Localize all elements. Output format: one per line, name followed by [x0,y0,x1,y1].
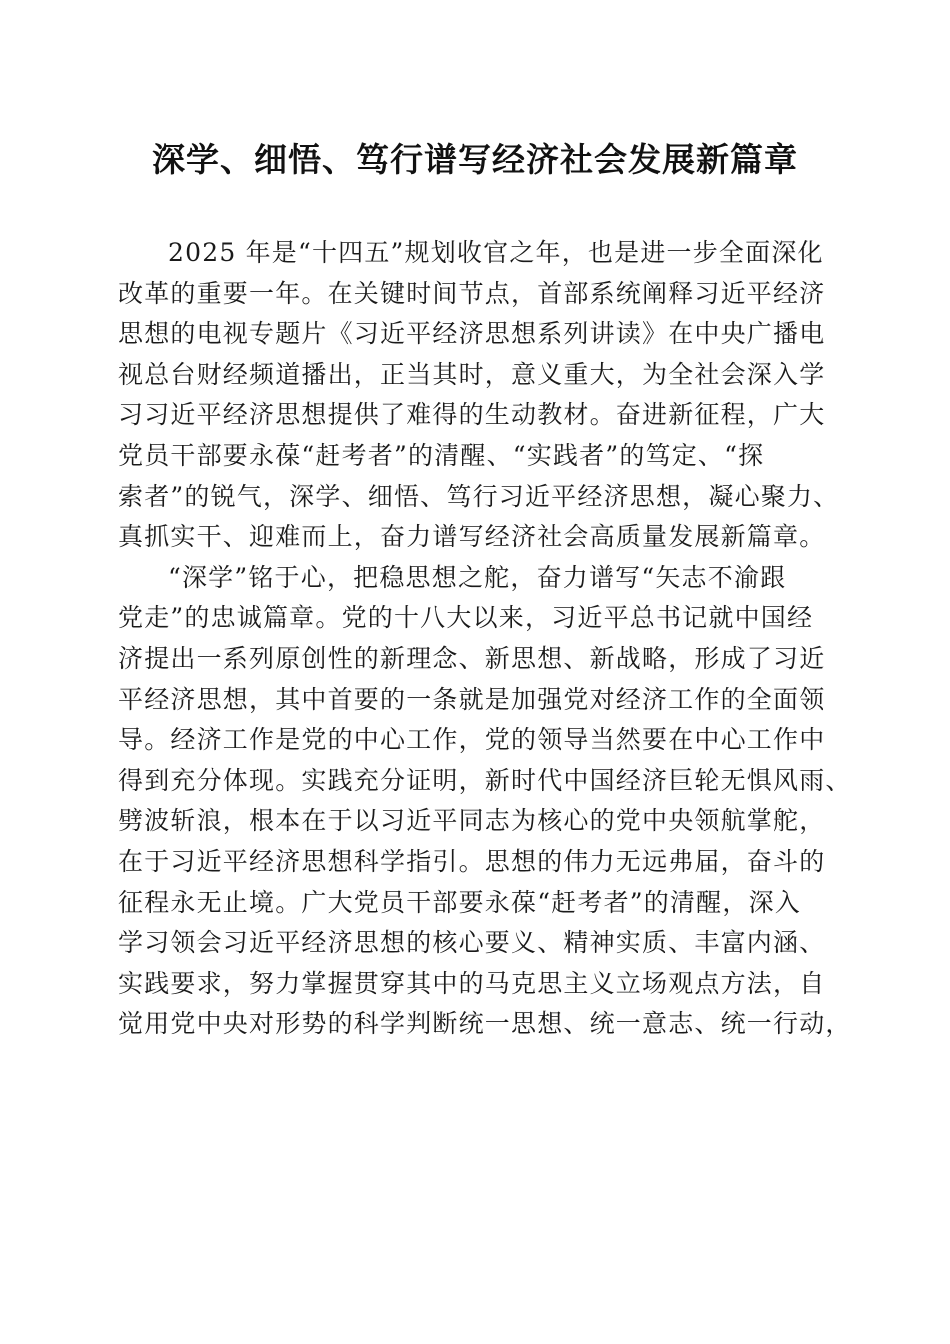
paragraph-1-line-3: 思想的电视专题片《习近平经济思想系列讲读》在中央广播电 [118,319,826,349]
paragraph-2-line-4: 平经济思想，其中首要的一条就是加强党对经济工作的全面领 [118,684,826,714]
paragraph-1-line-5: 习习近平经济思想提供了难得的生动教材。奋进新征程，广大 [118,400,826,430]
paragraph-2-line-3: 济提出一系列原创性的新理念、新思想、新战略，形成了习近 [118,643,826,673]
paragraph-2-line-6: 得到充分体现。实践充分证明，新时代中国经济巨轮无惧风雨、 [118,765,852,795]
paragraph-2-line-10: 学习领会习近平经济思想的核心要义、精神实质、丰富内涵、 [118,928,826,958]
paragraph-2-line-11: 实践要求，努力掌握贯穿其中的马克思主义立场观点方法，自 [118,968,826,998]
paragraph-1-line-1: 2025 年是“十四五”规划收官之年，也是进一步全面深化 [168,238,824,267]
paragraph-2-line-7: 劈波斩浪，根本在于以习近平同志为核心的党中央领航掌舵， [118,806,826,836]
paragraph-2-line-5: 导。经济工作是党的中心工作，党的领导当然要在中心工作中 [118,725,826,755]
paragraph-2-line-9: 征程永无止境。广大党员干部要永葆“赶考者”的清醒，深入 [118,887,801,917]
paragraph-2-line-2: 党走”的忠诚篇章。党的十八大以来，习近平总书记就中国经 [118,603,814,633]
paragraph-2-line-12: 觉用党中央对形势的科学判断统一思想、统一意志、统一行动， [118,1009,852,1039]
paragraph-1-line-8: 真抓实干、迎难而上，奋力谱写经济社会高质量发展新篇章。 [118,522,826,552]
paragraph-1-line-6: 党员干部要永葆“赶考者”的清醒、“实践者”的笃定、“探 [118,440,765,470]
paragraph-2-line-8: 在于习近平经济思想科学指引。思想的伟力无远弗届，奋斗的 [118,846,826,876]
paragraph-1-line-2: 改革的重要一年。在关键时间节点，首部系统阐释习近平经济 [118,278,826,308]
document-title: 深学、细悟、笃行谱写经济社会发展新篇章 [152,140,798,179]
paragraph-1-line-7: 索者”的锐气，深学、细悟、笃行习近平经济思想，凝心聚力、 [118,481,840,511]
document-body [118,233,852,1045]
paragraph-2-line-1: “深学”铭于心，把稳思想之舵，奋力谱写“矢志不渝跟 [168,562,787,592]
paragraph-1-line-4: 视总台财经频道播出，正当其时，意义重大，为全社会深入学 [118,359,826,389]
